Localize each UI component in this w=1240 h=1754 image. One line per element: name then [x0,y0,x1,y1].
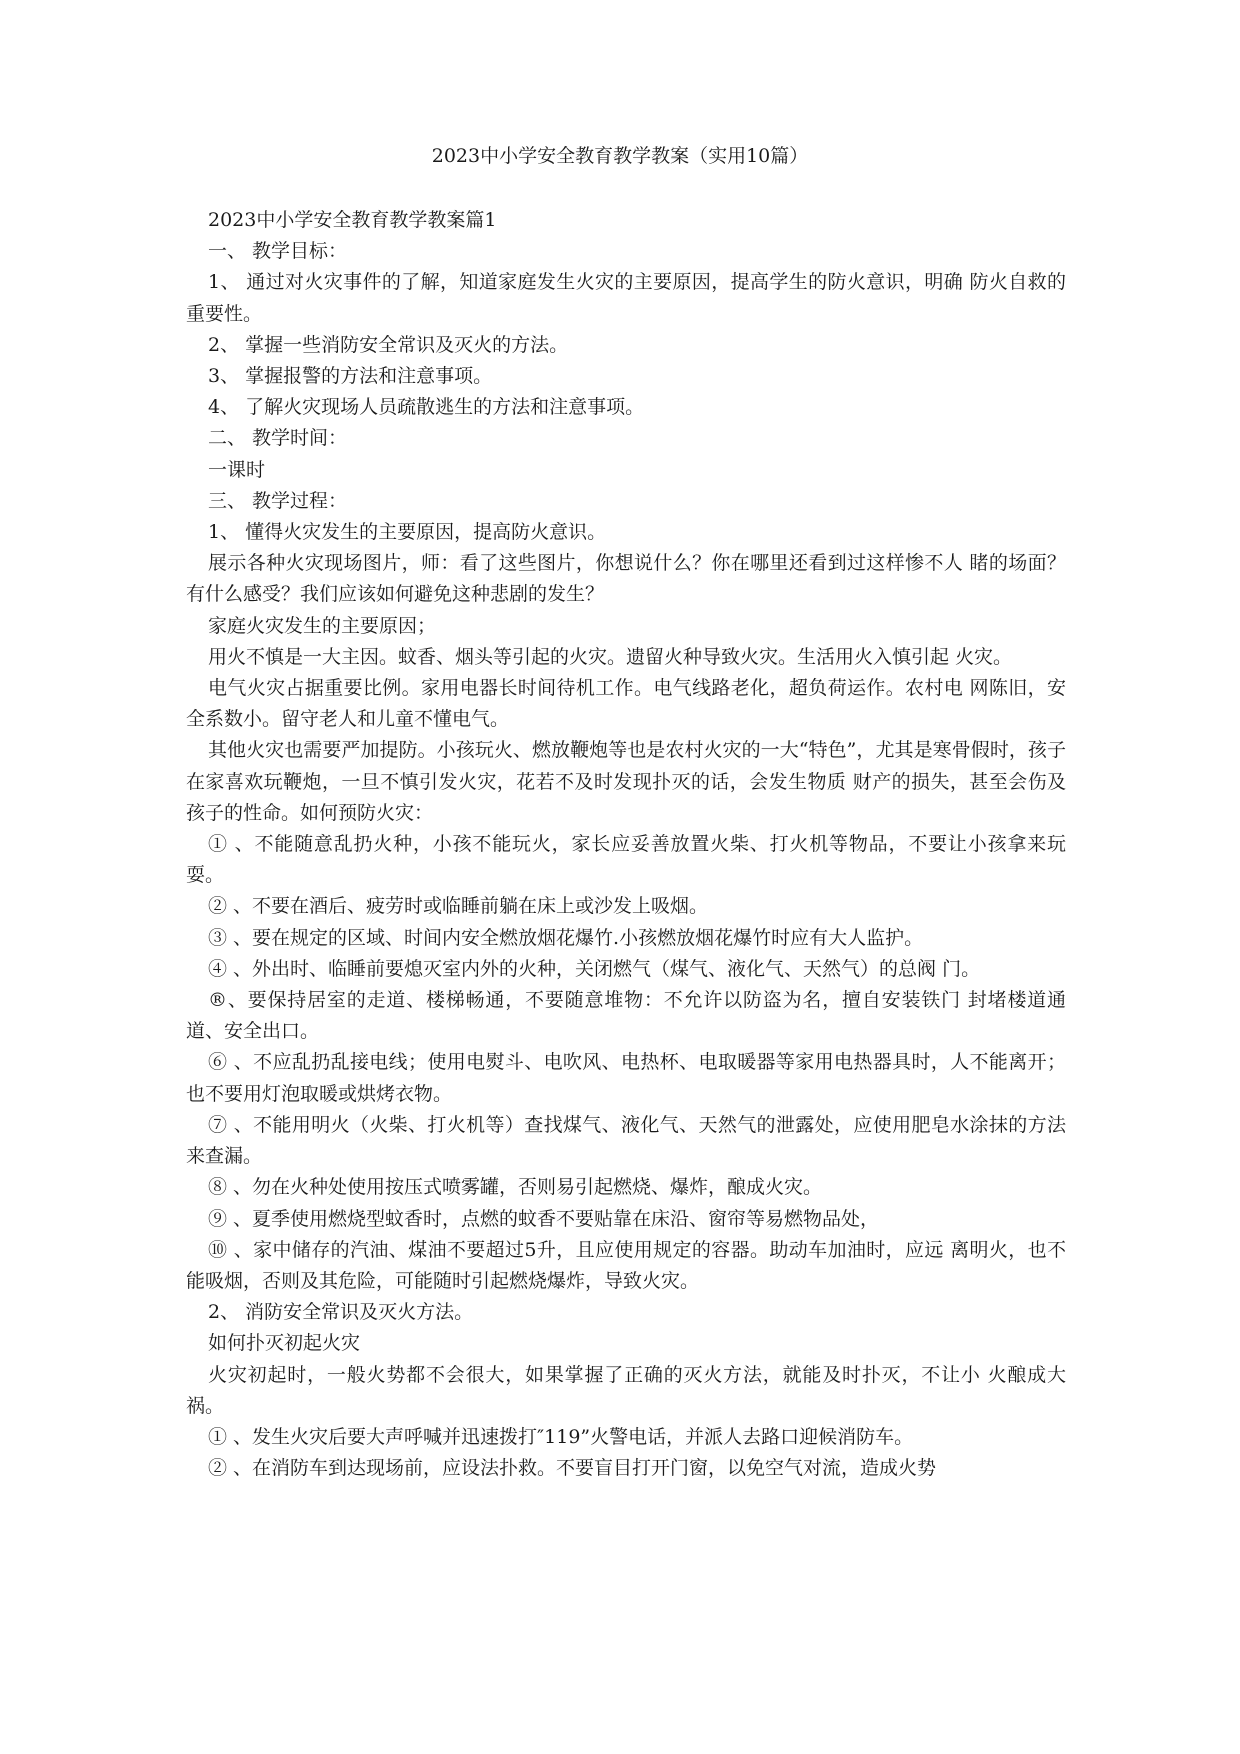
list-item: ®、要保持居室的走道、楼梯畅通，不要随意堆物：不允许以防盗为名，擅自安装铁门 封堵楼道通道、安全出口。 [186,989,1066,1043]
list-item: ⑦ 、不能用明火（火柴、打火机等）查找煤气、液化气、天然气的泄露处，应使用肥皂水涂抹的方法来查漏。 [186,1113,1066,1168]
list-item: ⑥ 、不应乱扔乱接电线；使用电熨斗、电吹风、电热杯、电取暖器等家用电热器具时，人不能离开；也不要用灯泡取暖或烘烤衣物。 [186,1051,1066,1105]
section-heading: 2023中小学安全教育教学教案篇1 [208,209,497,231]
list-item: ① 、不能随意乱扔火种，小孩不能玩火，家长应妥善放置火柴、打火机等物品，不要让小孩拿来玩耍。 [186,833,1066,887]
list-item: ② 、在消防车到达现场前，应设法扑救。不要盲目打开门窗，以免空气对流，造成火势 [208,1457,937,1480]
list-item: 1、 懂得火灾发生的主要原因，提高防火意识。 [208,521,607,544]
list-item: 1、 通过对火灾事件的了解，知道家庭发生火灾的主要原因，提高学生的防火意识，明确 防火自救的重要性。 [186,271,1066,325]
paragraph: 如何扑灭初起火灾 [208,1332,361,1355]
list-item: ② 、不要在酒后、疲劳时或临睡前躺在床上或沙发上吸烟。 [208,895,709,918]
paragraph: 用火不慎是一大主因。蚊香、烟头等引起的火灾。遗留火种导致火灾。生活用火入慎引起 火灾。 [208,645,1013,668]
list-item: ③ 、要在规定的区域、时间内安全燃放烟花爆竹.小孩燃放烟花爆竹时应有大人监护。 [208,926,924,949]
paragraph: 其他火灾也需要严加提防。小孩玩火、燃放鞭炮等也是农村火灾的一大“特色”，尤其是寒骨假时，孩子在家喜欢玩鞭炮，一旦不慎引发火灾，花若不及时发现扑灭的话，会发生物质 财产的损失，甚至会伤及孩子的性命。如何预防火灾： [186,739,1066,824]
paragraph: 家庭火灾发生的主要原因； [208,614,437,637]
list-item: 4、 了解火灾现场人员疏散逃生的方法和注意事项。 [208,396,645,419]
list-item: 2、 消防安全常识及灭火方法。 [208,1301,474,1324]
list-item: 3、 掌握报警的方法和注意事项。 [208,365,493,388]
paragraph: 火灾初起时，一般火势都不会很大，如果掌握了正确的灭火方法，就能及时扑灭，不让小 火酿成大祸。 [186,1363,1066,1417]
list-item: ① 、发生火灾后要大声呼喊并迅速拨打″119”火警电话，并派人去路口迎候消防车。 [208,1425,914,1448]
outline-heading: 三、 教学过程： [208,489,348,512]
paragraph: 电气火灾占据重要比例。家用电器长时间待机工作。电气线路老化，超负荷运作。农村电 网陈旧，安全系数小。留守老人和儿童不懂电气。 [186,677,1066,731]
list-item: 2、 掌握一些消防安全常识及灭火的方法。 [208,333,569,356]
list-item: ⑧ 、勿在火种处使用按压式喷雾罐，否则易引起燃烧、爆炸，酿成火灾。 [208,1176,823,1199]
paragraph: 展示各种火灾现场图片，师：看了这些图片，你想说什么？你在哪里还看到过这样惨不人 睹的场面？有什么感受？我们应该如何避免这种悲剧的发生？ [186,552,1066,606]
document-title: 2023中小学安全教育教学教案（实用10篇） [431,145,809,167]
list-item: ⑨ 、夏季使用燃烧型蚊香时，点燃的蚊香不要贴靠在床沿、窗帘等易燃物品处， [208,1207,880,1230]
outline-heading: 一、 教学目标： [208,240,348,263]
outline-heading: 二、 教学时间： [208,427,348,450]
paragraph: 一课时 [208,458,266,481]
document-body [186,205,1066,1484]
list-item: ④ 、外出时、临睡前要熄灭室内外的火种，关闭燃气（煤气、液化气、天然气）的总阀 门。 [208,957,981,980]
list-item: ⑩ 、家中储存的汽油、煤油不要超过5升，且应使用规定的容器。助动车加油时，应远 离明火，也不能吸烟，否则及其危险，可能随时引起燃烧爆炸，导致火灾。 [186,1238,1066,1292]
